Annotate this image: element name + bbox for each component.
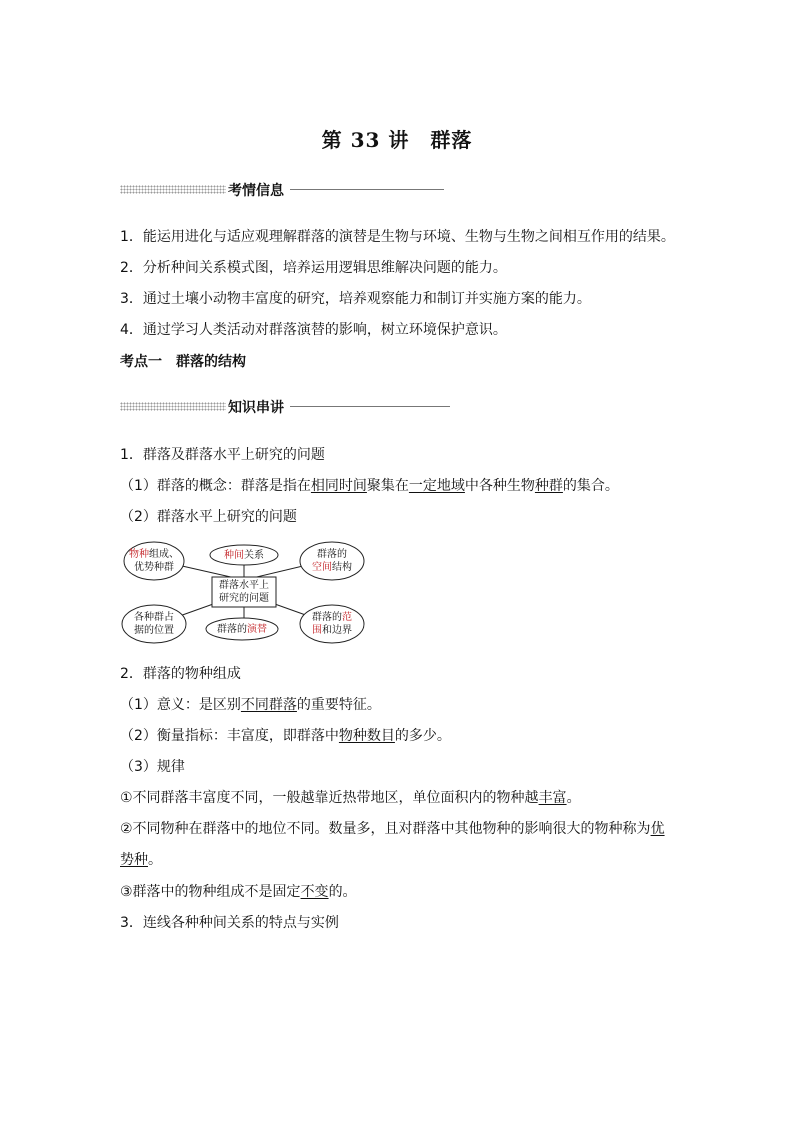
text-segment: 的多少。 (394, 728, 451, 744)
node-keyword: 围 (312, 625, 322, 636)
text-segment: （1）群落的概念：群落是指在 (120, 478, 311, 494)
divider (290, 406, 450, 407)
node-interspecific (210, 549, 278, 562)
node-keyword: 演替 (247, 624, 267, 635)
paragraph-heading: 2．群落的物种组成 (120, 666, 241, 682)
node-text: 群落水平上 (219, 580, 269, 591)
objective-item: 3．通过土壤小动物丰富度的研究，培养观察能力和制订并实施方案的能力。 (120, 291, 591, 307)
answer-blank: 物种数目 (338, 728, 395, 744)
text-segment: ②不同物种在群落中的地位不同。数量多，且对群落中其他物种的影响很大的物种称为 (120, 821, 651, 837)
node-text: 据的位置 (134, 625, 174, 636)
paragraph-heading: 1．群落及群落水平上研究的问题 (120, 447, 325, 463)
answer-blank: 势种 (120, 852, 148, 868)
node-population-position (122, 611, 186, 637)
paragraph-line (120, 695, 381, 715)
divider (290, 189, 444, 190)
node-keyword: 物种 (129, 549, 149, 560)
text-segment: 的重要特征。 (296, 697, 381, 713)
section-header-kaoqing (120, 181, 446, 201)
text-segment: （1）意义：是区别 (120, 697, 241, 713)
node-text: 群落的 (217, 624, 247, 635)
section-label: 知识串讲 (228, 400, 284, 416)
rule-item (120, 788, 581, 808)
node-spatial-structure (300, 548, 364, 574)
text-segment: （2）衡量指标：丰富度，即群落中 (120, 728, 339, 744)
answer-blank: 一定地域 (408, 478, 465, 494)
text-segment: 的集合。 (562, 478, 619, 494)
answer-blank: 相同时间 (310, 478, 367, 494)
community-research-diagram (118, 537, 370, 645)
text-segment: ③群落中的物种组成不是固定 (120, 884, 301, 900)
section-label: 考情信息 (228, 183, 284, 199)
objective-item: 4．通过学习人类活动对群落演替的影响，树立环境保护意识。 (120, 322, 507, 338)
rule-item (120, 882, 357, 902)
node-text: 群落的 (312, 612, 342, 623)
objective-item: 2．分析种间关系模式图，培养运用逻辑思维解决问题的能力。 (120, 260, 507, 276)
paragraph-line (120, 726, 451, 746)
node-text: 各种群占 (134, 612, 174, 623)
node-text: 关系 (244, 550, 264, 561)
answer-blank: 丰富 (538, 790, 567, 806)
rule-item (120, 819, 665, 839)
objective-item: 1．能运用进化与适应观理解群落的演替是生物与环境、生物与生物之间相互作用的结果。 (120, 229, 675, 245)
paragraph-heading: 3．连线各种种间关系的特点与实例 (120, 915, 339, 931)
answer-blank: 种群 (534, 478, 563, 494)
node-text: 和边界 (322, 625, 352, 636)
text-segment: 中各种生物 (464, 478, 535, 494)
node-range-boundary (300, 611, 364, 637)
section-header-zhishi (120, 398, 450, 418)
kaodian-heading: 考点一 群落的结构 (120, 354, 246, 370)
dotted-bar (120, 402, 226, 411)
node-succession (206, 623, 278, 636)
node-keyword: 范 (342, 612, 352, 623)
paragraph-line (120, 476, 619, 496)
text-segment: 。 (148, 852, 162, 868)
answer-blank: 不变 (300, 884, 329, 900)
text-segment: 的。 (328, 884, 357, 900)
text-segment: ①不同群落丰富度不同，一般越靠近热带地区，单位面积内的物种越 (120, 790, 539, 806)
node-text: 结构 (332, 562, 352, 573)
node-text: 优势种群 (134, 562, 174, 573)
answer-blank: 优 (650, 821, 665, 837)
paragraph-line: （3）规律 (120, 759, 185, 775)
node-text: 组成、 (149, 549, 179, 560)
center-node (212, 579, 276, 605)
node-text: 研究的问题 (219, 593, 269, 604)
answer-blank: 不同群落 (240, 697, 297, 713)
text-segment: 聚集在 (366, 478, 409, 494)
node-keyword: 种间 (224, 550, 244, 561)
node-keyword: 空间 (312, 562, 332, 573)
rule-item-continued (120, 850, 162, 870)
node-species-composition (124, 548, 184, 574)
paragraph-line: （2）群落水平上研究的问题 (120, 509, 297, 525)
text-segment: 。 (566, 790, 581, 806)
page-title: 第 33 讲 群落 (321, 128, 473, 152)
node-text: 群落的 (317, 549, 347, 560)
dotted-bar (120, 185, 226, 194)
